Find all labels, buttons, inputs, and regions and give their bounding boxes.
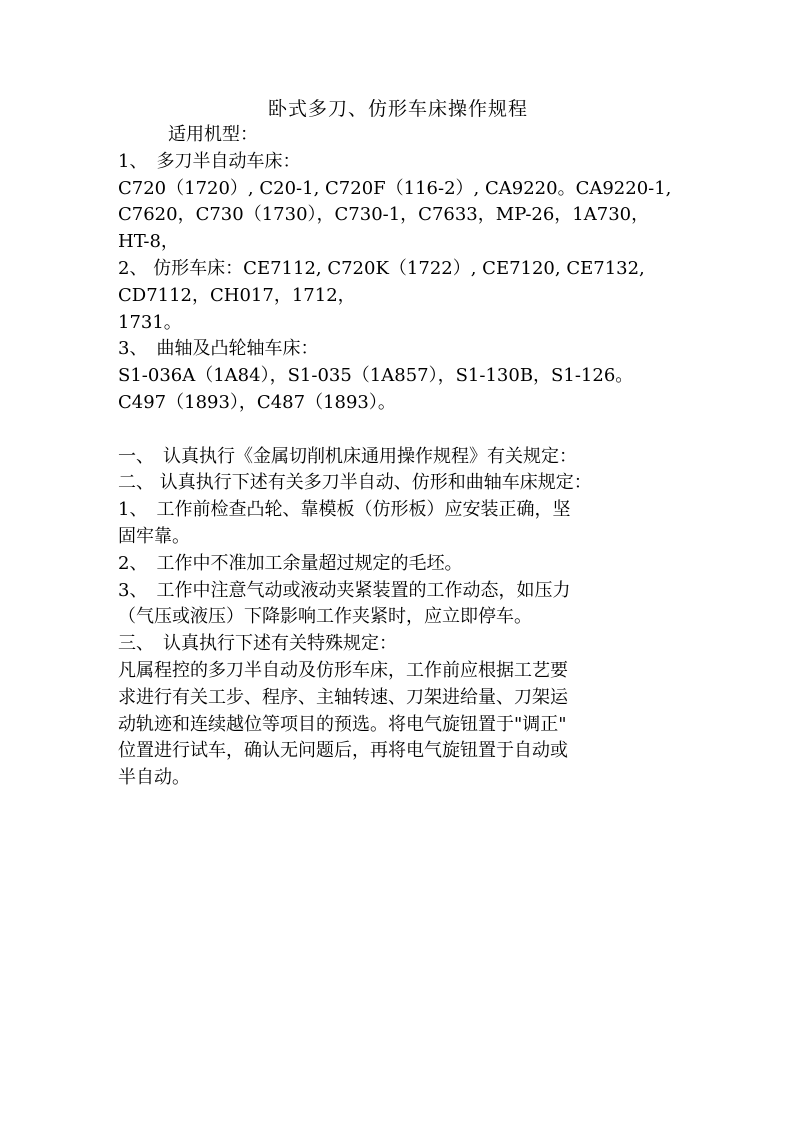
models-line: 1、 多刀半自动车床： [118, 150, 301, 172]
paragraph-line: 位置进行试车，确认无问题后，再将电气旋钮置于自动或 [118, 740, 568, 762]
models-line: C720（1720）, C20-1, C720F（116-2）, CA9220。CA9220-1, [118, 177, 672, 199]
models-list [118, 149, 678, 417]
applicable-models-heading: 适用机型： [168, 124, 258, 145]
models-line: CD7112，CH017，1712， [118, 284, 356, 306]
paragraph-line: 求进行有关工步、程序、主轴转速、刀架进给量、刀架运 [118, 686, 568, 708]
models-line: C7620，C730（1730），C730-1，C7633，MP-26，1A730， [118, 204, 650, 226]
rule-line: 三、 认真执行下述有关特殊规定： [118, 633, 397, 655]
rules-list [118, 444, 678, 658]
rule-line: （气压或液压）下降影响工作夹紧时，应立即停车。 [118, 606, 532, 628]
models-line: 1731。 [118, 311, 182, 333]
rule-line: 固牢靠。 [118, 525, 190, 547]
rule-line: 一、 认真执行《金属切削机床通用操作规程》有关规定： [118, 445, 577, 467]
rule-line: 1、 工作前检查凸轮、靠模板（仿形板）应安装正确，坚 [118, 499, 571, 521]
rule-line: 2、 工作中不准加工余量超过规定的毛坯。 [118, 552, 463, 574]
rule-line: 3、 工作中注意气动或液动夹紧装置的工作动态，如压力 [118, 579, 571, 601]
models-line: 3、 曲轴及凸轮轴车床： [118, 338, 319, 360]
paragraph-line: 凡属程控的多刀半自动及仿形车床，工作前应根据工艺要 [118, 659, 568, 681]
paragraph-line: 动轨迹和连续越位等项目的预选。将电气旋钮置于"调正" [118, 713, 567, 735]
models-line: HT-8， [118, 231, 179, 253]
rule-line: 二、 认真执行下述有关多刀半自动、仿形和曲轴车床规定： [118, 472, 592, 494]
paragraph-line: 半自动。 [118, 767, 190, 789]
models-line: C497（1893），C487（1893）。 [118, 391, 396, 413]
blank-line [118, 417, 678, 444]
special-rule-paragraph [118, 658, 678, 792]
document-body [118, 96, 678, 792]
document-title: 卧式多刀、仿形车床操作规程 [267, 98, 528, 120]
models-line: 2、 仿形车床：CE7112, C720K（1722）, CE7120, CE7132, [118, 257, 645, 279]
models-line: S1-036A（1A84），S1-035（1A857），S1-130B，S1-126。 [118, 365, 634, 387]
